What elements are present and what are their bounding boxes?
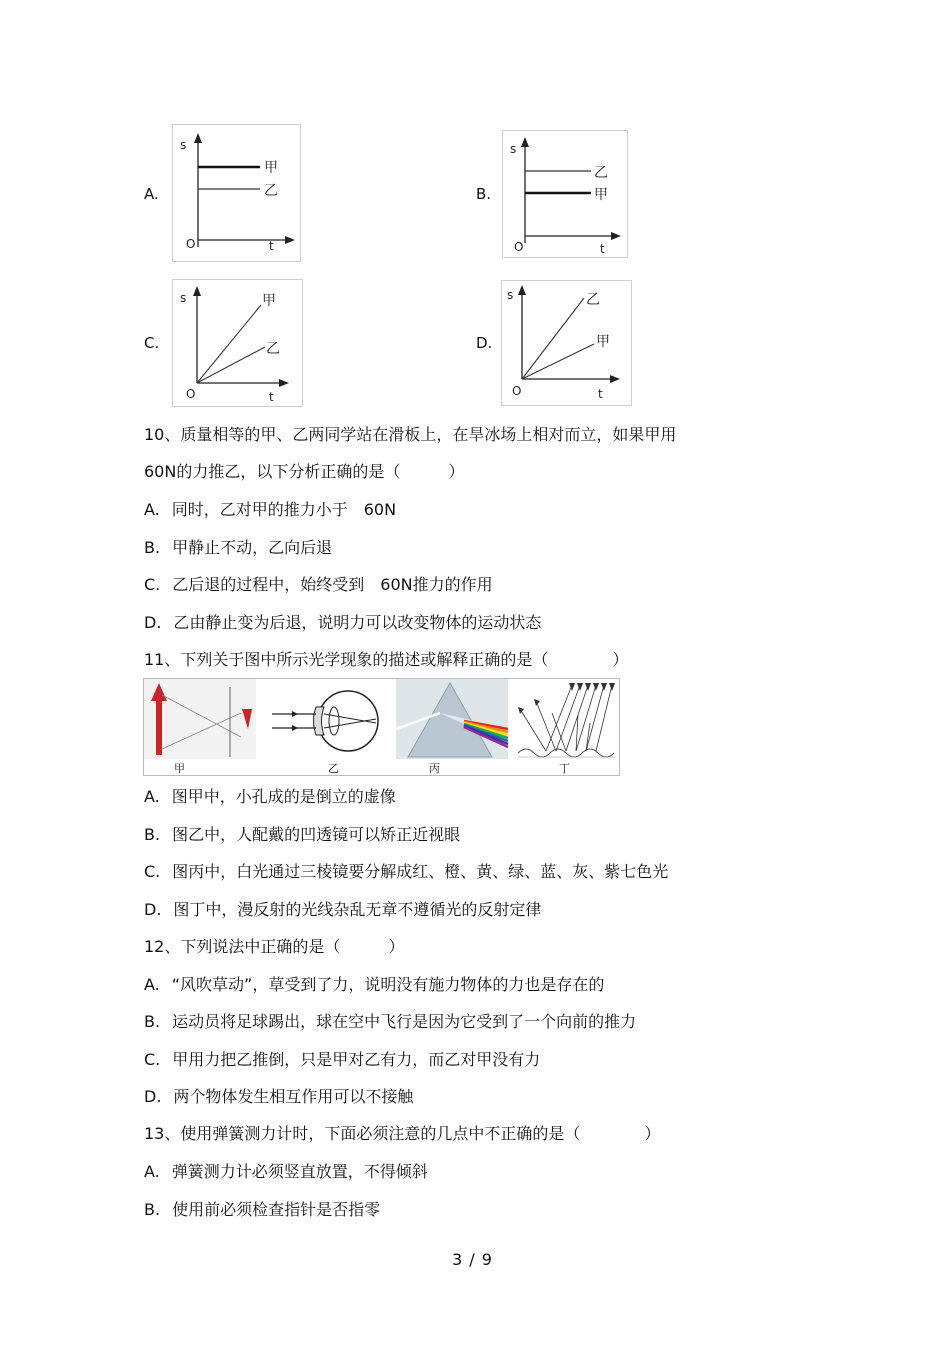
q11-stem: 11、下列关于图中所示光学现象的描述或解释正确的是（ ） (144, 650, 629, 669)
series-line (197, 305, 261, 383)
t-axis-arrow (611, 232, 621, 240)
option-text: 甲用力把乙推倒，只是甲对乙有力，而乙对甲没有力 (172, 1050, 541, 1069)
option-letter: A. (144, 787, 160, 806)
q12-option-d (144, 1087, 413, 1107)
option-letter: A. (144, 500, 160, 519)
s-label: s (180, 138, 187, 152)
t-label: t (269, 239, 274, 253)
s-label: s (507, 288, 514, 302)
figure-label: 丁 (559, 762, 570, 775)
option-letter: D. (144, 900, 162, 919)
series-label: 甲 (264, 160, 278, 176)
option-text: “风吹草动”，草受到了力，说明没有施力物体的力也是存在的 (171, 975, 605, 994)
series-label: 乙 (586, 292, 600, 308)
q11-option-a (144, 787, 396, 807)
origin-label: O (514, 240, 524, 254)
option-label: A. (144, 185, 159, 203)
q13-option-a (144, 1162, 428, 1182)
series-line (197, 347, 265, 383)
option-label: C. (144, 334, 160, 352)
option-text: 同时，乙对甲的推力小于 60N (171, 500, 397, 519)
option-text: 运动员将足球踢出，球在空中飞行是因为它受到了一个向前的推力 (172, 1012, 637, 1031)
option-letter: B. (144, 1200, 161, 1219)
option-letter: B. (144, 1012, 161, 1031)
option-letter: A. (144, 1162, 160, 1181)
eye-icon (318, 691, 378, 751)
option-letter: B. (144, 825, 161, 844)
q10-stem-line1: 10、质量相等的甲、乙两同学站在滑板上，在旱冰场上相对而立，如果甲用 (144, 425, 677, 444)
eye-lens-diagram (272, 691, 378, 751)
option-letter: A. (144, 975, 160, 994)
page-number: 3 / 9 (452, 1250, 493, 1269)
graph-c (172, 279, 303, 407)
graph-a (172, 124, 301, 262)
q10-option-c (144, 575, 493, 595)
option-text: 甲静止不动，乙向后退 (172, 538, 333, 557)
q10-option-d (144, 613, 541, 633)
option-letter: B. (144, 538, 161, 557)
q11-option-c (144, 862, 668, 882)
figure-label: 丙 (429, 762, 440, 775)
t-axis-arrow (279, 379, 289, 387)
option-letter: C. (144, 1050, 161, 1069)
series-line (522, 344, 594, 379)
diffuse-reflection-diagram (518, 683, 616, 757)
series-label: 甲 (596, 334, 610, 350)
q12-option-b (144, 1012, 636, 1032)
s-axis-arrow (193, 286, 201, 296)
q13-option-b (144, 1200, 380, 1220)
option-text: 弹簧测力计必须竖直放置，不得倾斜 (171, 1162, 428, 1181)
s-axis-arrow (518, 285, 526, 295)
series-line (522, 298, 584, 379)
origin-label: O (186, 237, 196, 251)
pinhole-diagram (144, 679, 256, 759)
option-text: 乙由静止变为后退，说明力可以改变物体的运动状态 (173, 613, 542, 632)
origin-label: O (512, 384, 522, 398)
figure-label: 甲 (174, 762, 185, 775)
option-label: B. (476, 185, 492, 203)
s-axis-arrow (521, 137, 529, 147)
series-label: 乙 (266, 341, 280, 357)
t-axis-arrow (610, 375, 620, 383)
option-text: 图甲中，小孔成的是倒立的虚像 (171, 787, 396, 806)
series-label: 甲 (262, 293, 276, 309)
option-text: 图丙中，白光通过三棱镜要分解成红、橙、黄、绿、蓝、灰、紫七色光 (172, 862, 669, 881)
t-axis-arrow (285, 236, 295, 244)
option-text: 图丁中，漫反射的光线杂乱无章不遵循光的反射定律 (173, 900, 542, 919)
origin-label: O (186, 387, 196, 401)
q11-option-d (144, 900, 541, 920)
figure-label: 乙 (328, 762, 339, 775)
option-text: 使用前必须检查指针是否指零 (172, 1200, 381, 1219)
option-text: 乙后退的过程中，始终受到 60N推力的作用 (172, 575, 493, 594)
prism-diagram (396, 679, 508, 759)
graph-b (502, 130, 628, 258)
q12-option-a (144, 975, 604, 995)
q12-option-c (144, 1050, 540, 1070)
s-label: s (510, 142, 517, 156)
t-label: t (600, 242, 605, 256)
s-axis-arrow (194, 133, 202, 143)
q10-option-b (144, 538, 332, 558)
s-label: s (180, 291, 187, 305)
q13-stem: 13、使用弹簧测力计时，下面必须注意的几点中不正确的是（ ） (144, 1124, 661, 1143)
option-letter: D. (144, 613, 162, 632)
series-label: 乙 (594, 165, 608, 181)
q12-stem: 12、下列说法中正确的是（ ） (144, 937, 405, 956)
option-letter: C. (144, 575, 161, 594)
option-letter: D. (144, 1087, 162, 1106)
series-label: 甲 (594, 187, 608, 203)
q11-option-b (144, 825, 460, 845)
series-label: 乙 (264, 183, 278, 199)
concave-lens-icon (314, 707, 325, 735)
option-text: 两个物体发生相互作用可以不接触 (173, 1087, 414, 1106)
t-label: t (269, 390, 274, 404)
option-label: D. (476, 334, 493, 352)
option-letter: C. (144, 862, 161, 881)
q10-stem-line2: 60N的力推乙，以下分析正确的是（ ） (144, 462, 465, 481)
graph-d (501, 280, 632, 406)
t-label: t (598, 387, 603, 401)
q10-option-a (144, 500, 396, 520)
optics-figure (143, 678, 620, 776)
option-text: 图乙中，人配戴的凹透镜可以矫正近视眼 (172, 825, 461, 844)
